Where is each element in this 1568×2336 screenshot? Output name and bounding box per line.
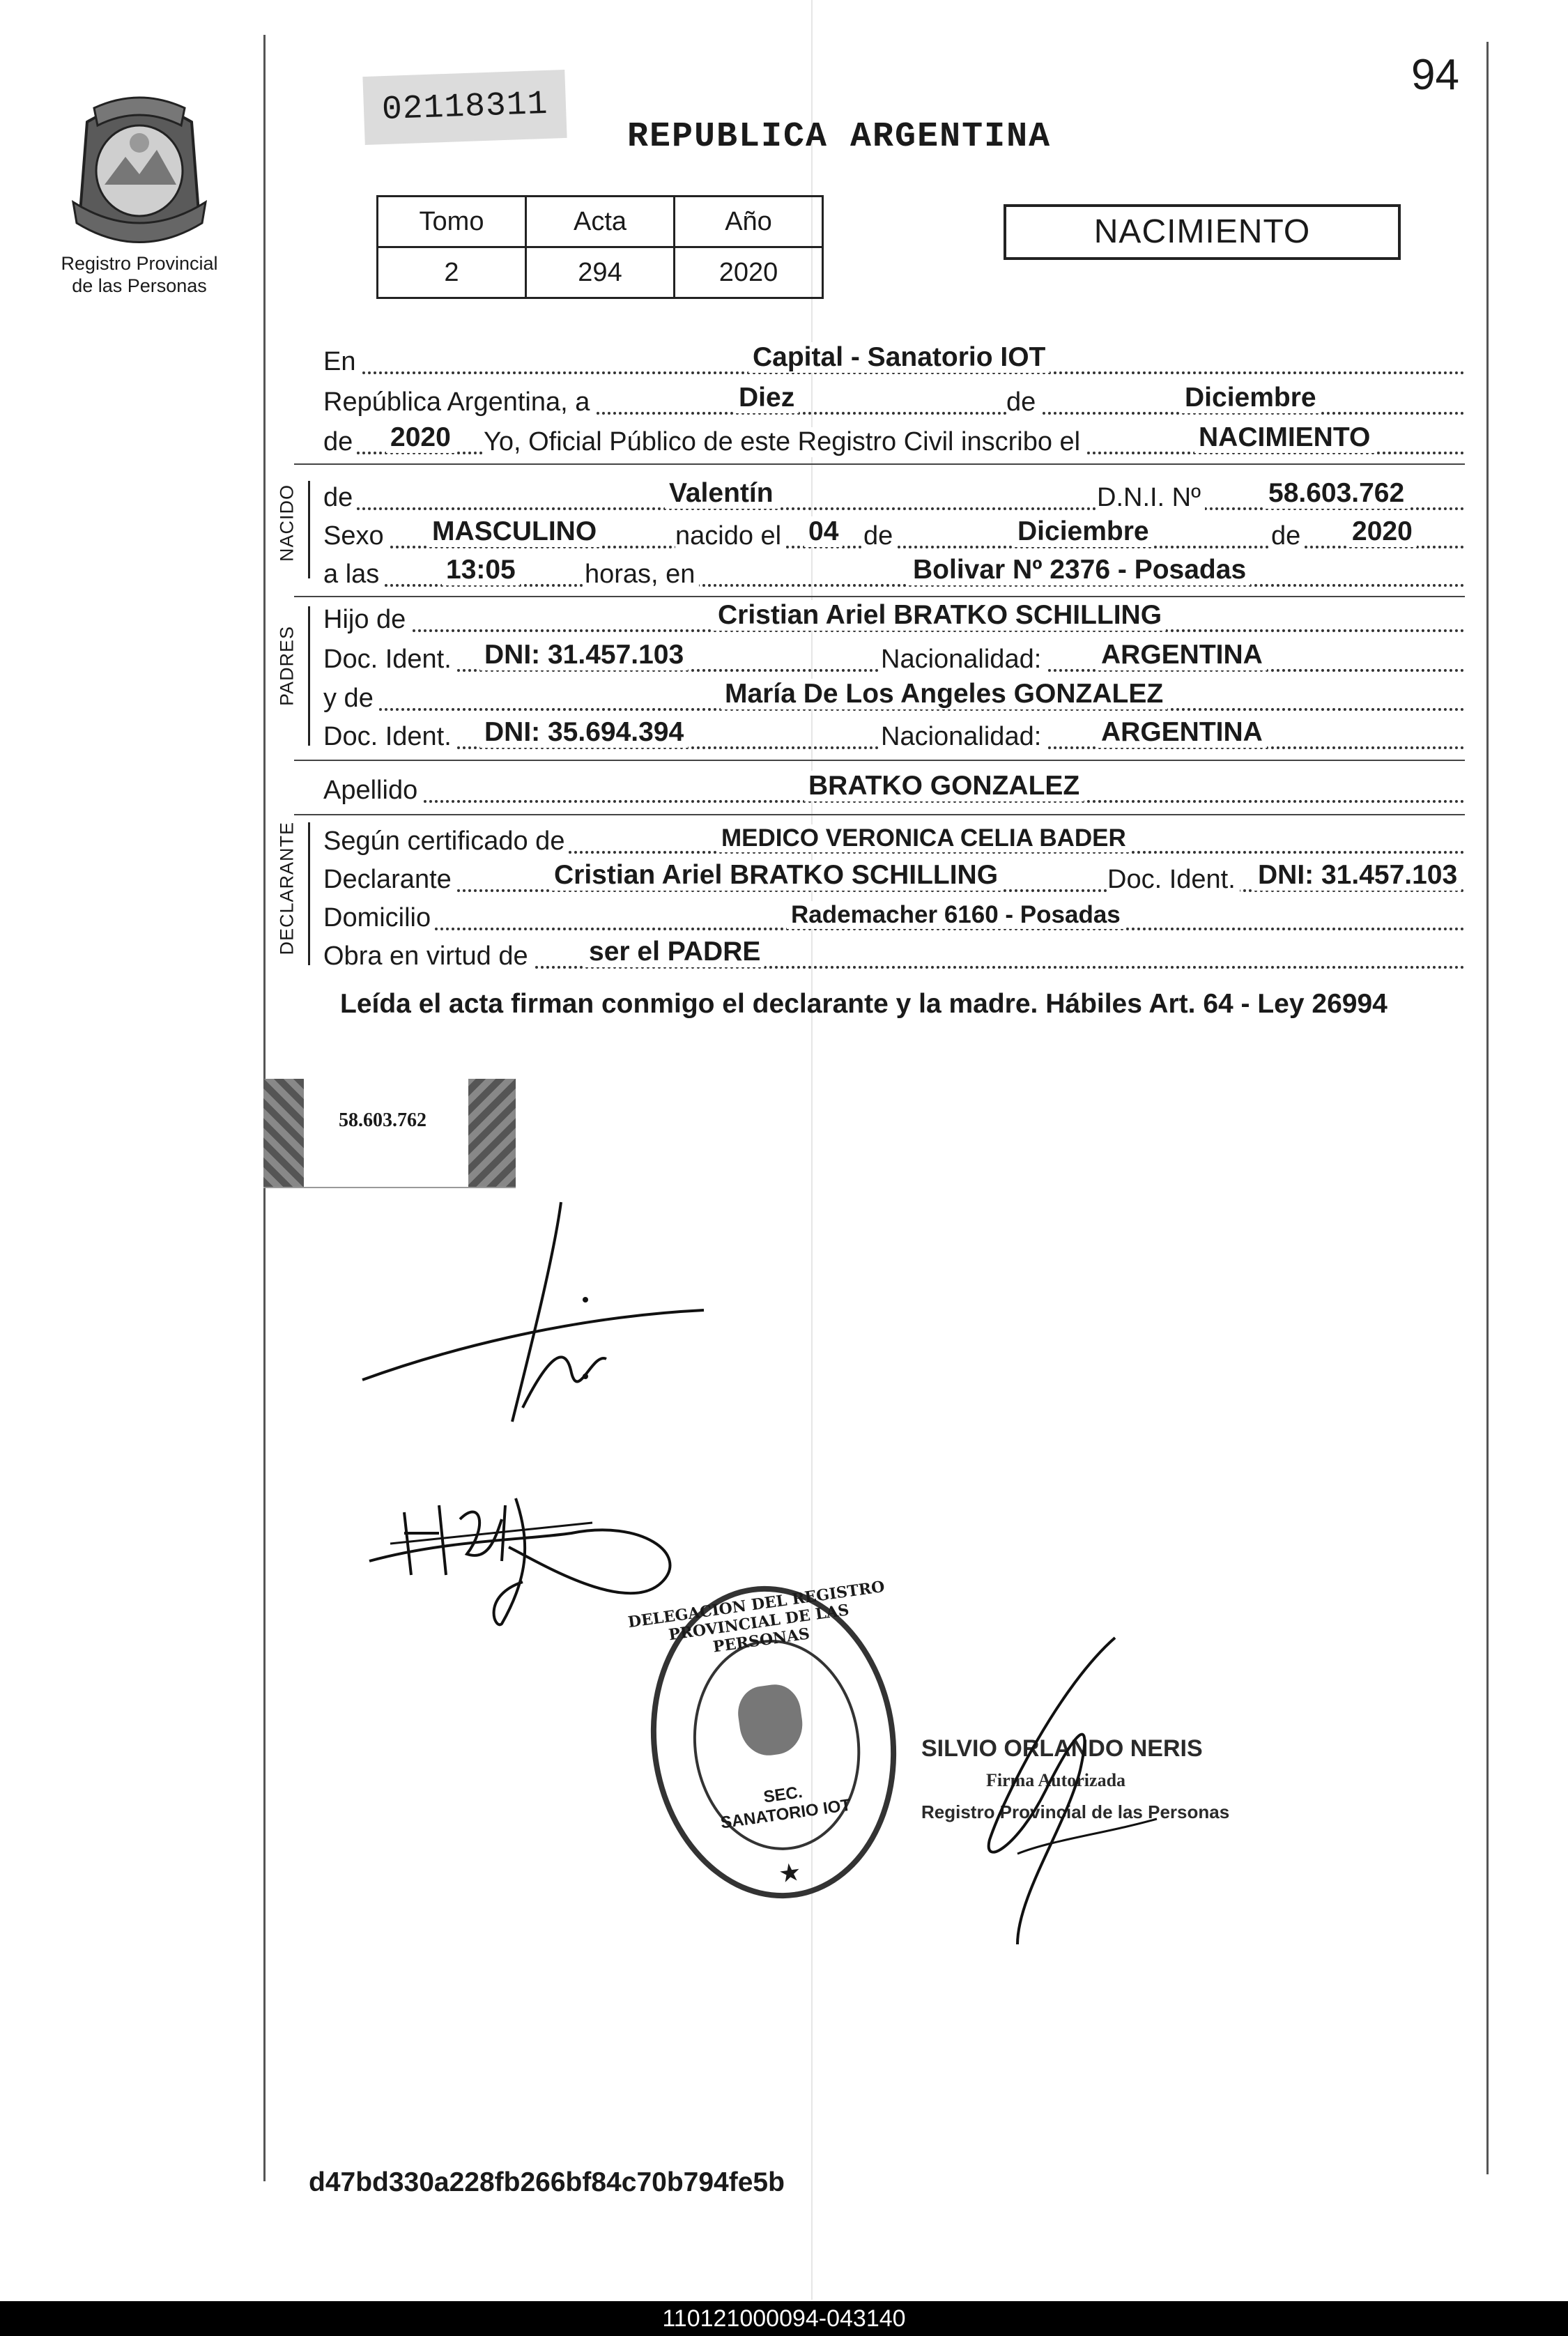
- horas-en-label: horas, en: [585, 560, 699, 590]
- province-crest-logo: [66, 94, 213, 251]
- madre-value: María De Los Angeles GONZALEZ: [721, 679, 1167, 709]
- dni-label: D.N.I. Nº: [1097, 483, 1205, 513]
- separator-declarante-top: [294, 814, 1465, 815]
- de-anio-label: de: [323, 427, 357, 457]
- official-role: Firma Autorizada: [986, 1770, 1126, 1790]
- republica-label: República Argentina, a: [323, 387, 594, 417]
- domicilio-value: Rademacher 6160 - Posadas: [787, 901, 1125, 929]
- dia-value: Diez: [735, 383, 799, 413]
- separator-apellido-top: [294, 760, 1465, 761]
- padre-value: Cristian Ariel BRATKO SCHILLING: [714, 600, 1166, 631]
- anio-value-field: 2020: [386, 422, 455, 453]
- serial-stamp: 02118311: [362, 70, 567, 145]
- madre-doc: DNI: 35.694.394: [480, 717, 688, 748]
- padre-doc: DNI: 31.457.103: [480, 640, 688, 670]
- oficial-text: Yo, Oficial Público de este Registro Civil inscribo el: [484, 427, 1084, 457]
- certificado-value: MEDICO VERONICA CELIA BADER: [717, 824, 1130, 852]
- side-label-padres: PADRES: [276, 625, 298, 707]
- sexo-value: MASCULINO: [428, 516, 601, 547]
- id-stub: [263, 1079, 516, 1188]
- y-de-label: y de: [323, 684, 378, 714]
- de-label: de: [1006, 387, 1040, 417]
- en-value: Capital - Sanatorio IOT: [748, 342, 1050, 373]
- row-apellido: [323, 767, 1465, 808]
- row-madre: [323, 675, 1465, 716]
- row-republica: [323, 378, 1465, 420]
- row-en: [323, 338, 1465, 380]
- mes-value: Diciembre: [1181, 383, 1321, 413]
- tomo-value: 2: [378, 247, 526, 298]
- en-label: En: [323, 347, 360, 377]
- seal-inner-text: SEC. SANATORIO IOT: [719, 1783, 852, 1833]
- padre-nac-label: Nacionalidad:: [881, 645, 1045, 675]
- nac-mes: Diciembre: [1013, 516, 1153, 547]
- declarante-doc-label: Doc. Ident.: [1107, 865, 1240, 895]
- madre-doc-label: Doc. Ident.: [323, 722, 456, 752]
- stub-left-pattern: [263, 1079, 304, 1187]
- registry-name-line2: de las Personas: [72, 275, 207, 296]
- certificado-label: Según certificado de: [323, 827, 569, 856]
- inscribe-value: NACIMIENTO: [1194, 422, 1374, 453]
- nac-dia: 04: [804, 516, 843, 547]
- madre-nac-label: Nacionalidad:: [881, 722, 1045, 752]
- acta-header: Acta: [526, 197, 675, 247]
- footer-bar: [0, 2301, 1568, 2336]
- lugar-value: Bolivar Nº 2376 - Posadas: [909, 555, 1250, 585]
- declarante-label: Declarante: [323, 865, 456, 895]
- nombre-value: Valentín: [665, 478, 778, 509]
- apellido-label: Apellido: [323, 776, 422, 806]
- anio-header: Año: [675, 197, 823, 247]
- row-madre-doc: [323, 713, 1465, 755]
- apellido-value: BRATKO GONZALEZ: [804, 771, 1084, 801]
- side-label-declarante: DECLARANTE: [276, 821, 298, 955]
- de-nac-anio-label: de: [1271, 521, 1305, 551]
- separator-nacido-top: [294, 463, 1465, 465]
- nacido-bracket: [308, 481, 310, 578]
- row-declarante: [323, 856, 1465, 898]
- tomo-header: Tomo: [378, 197, 526, 247]
- official-org: Registro Provincial de las Personas: [921, 1801, 1230, 1822]
- hijo-label: Hijo de: [323, 605, 410, 635]
- side-label-nacido: NACIDO: [276, 484, 298, 562]
- record-type-box: NACIMIENTO: [1004, 204, 1401, 260]
- declarante-value: Cristian Ariel BRATKO SCHILLING: [550, 860, 1002, 891]
- page-number: 94: [1411, 51, 1459, 99]
- seal-text: DELEGACION DEL REGISTRO PROVINCIAL DE LAS PERSONAS: [627, 1577, 886, 1657]
- stub-number: 58.603.762: [339, 1109, 426, 1131]
- document-hash: d47bd330a228fb266bf84c70b794fe5b: [309, 2167, 785, 2197]
- padres-bracket: [308, 606, 310, 746]
- declarante-doc: DNI: 31.457.103: [1254, 860, 1461, 891]
- madre-nac: ARGENTINA: [1097, 717, 1267, 748]
- row-hora: [323, 551, 1465, 592]
- nacido-el-label: nacido el: [675, 521, 785, 551]
- domicilio-label: Domicilio: [323, 903, 435, 933]
- de-mes-label: de: [863, 521, 897, 551]
- nac-anio: 2020: [1348, 516, 1417, 547]
- closing-text: Leída el acta firman conmigo el declarante y la madre. Hábiles Art. 64 - Ley 26994: [340, 989, 1388, 1019]
- sexo-label: Sexo: [323, 521, 388, 551]
- right-margin-line: [1486, 42, 1489, 2174]
- row-domicilio: [323, 894, 1465, 936]
- acta-value: 294: [526, 247, 675, 298]
- de-nombre-label: de: [323, 483, 357, 513]
- declarant-signature: [355, 1199, 718, 1429]
- padre-nac: ARGENTINA: [1097, 640, 1267, 670]
- dni-value: 58.603.762: [1264, 478, 1408, 509]
- obra-label: Obra en virtud de: [323, 942, 532, 971]
- a-las-label: a las: [323, 560, 383, 590]
- row-sexo: [323, 512, 1465, 554]
- registry-seal: [627, 1570, 916, 1914]
- document-title: REPUBLICA ARGENTINA: [627, 117, 1052, 157]
- padre-doc-label: Doc. Ident.: [323, 645, 456, 675]
- obra-value: ser el PADRE: [585, 937, 764, 967]
- seal-star-icon: ★: [776, 1857, 804, 1889]
- declarante-bracket: [308, 822, 310, 965]
- row-certificado: [323, 817, 1465, 859]
- footer-code: 110121000094-043140: [662, 2305, 906, 2332]
- row-obra: [323, 932, 1465, 974]
- hora-value: 13:05: [442, 555, 520, 585]
- registry-name-line1: Registro Provincial: [61, 253, 218, 274]
- anio-value: 2020: [675, 247, 823, 298]
- row-padre-doc: [323, 636, 1465, 677]
- official-name: SILVIO ORLANDO NERIS: [921, 1735, 1203, 1762]
- official-signature: [976, 1631, 1171, 1951]
- row-hijo: [323, 596, 1465, 638]
- stub-right-pattern: [468, 1079, 516, 1187]
- record-table: [376, 195, 824, 299]
- row-anio: [323, 418, 1465, 460]
- row-nombre: [323, 474, 1465, 516]
